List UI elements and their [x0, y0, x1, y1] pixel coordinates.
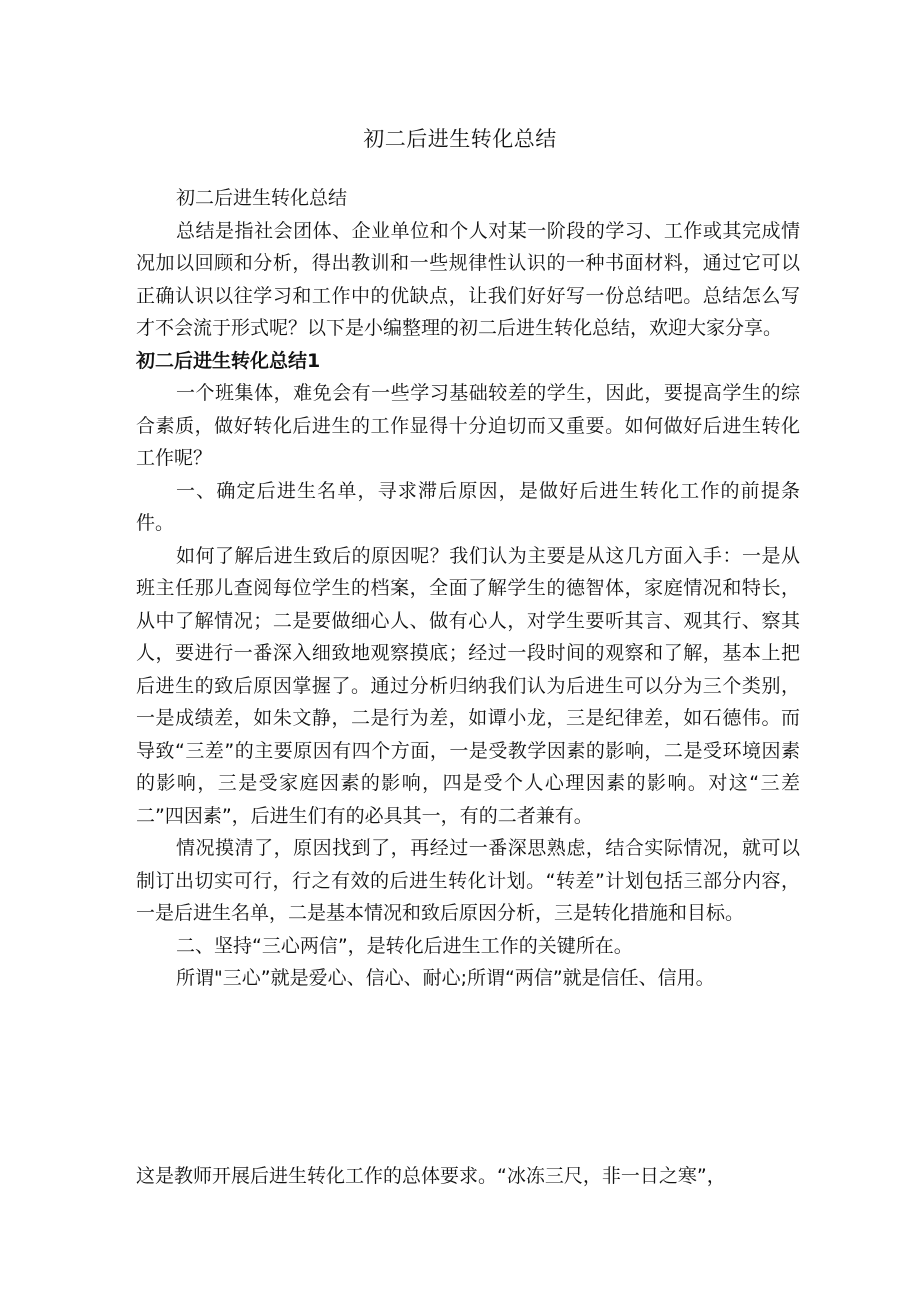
document-body-continued	[136, 1160, 800, 1193]
point-one-paragraph: 一、确定后进生名单，寻求滞后原因，是做好后进生转化工作的前提条件。	[136, 479, 800, 534]
point-two-paragraph: 二、坚持“三心两信”，是转化后进生工作的关键所在。	[176, 934, 633, 957]
body-paragraph: 如何了解后进生致后的原因呢？我们认为主要是从这几方面入手：一是从班主任那儿查阅每位学生的档案，全面了解学生的德智体，家庭情况和特长，从中了解情况；二是要做细心人、做有心人，对学生要听其言、观其行、察其人，要进行一番深入细致地观察摸底；经过一段时间的观察和了解，基本上把后进生的致后原因掌握了。通过分析归纳我们认为后进生可以分为三个类别，一是成绩差，如朱文静，二是行为差，如谭小龙，三是纪律差，如石德伟。而导致“三差”的主要原因有四个方面，一是受教学因素的影响，二是受环境因素的影响，三是受家庭因素的影响，四是受个人心理因素的影响。对这“三差二”四因素”，后进生们有的必具其一，有的二者兼有。	[136, 544, 800, 827]
body-paragraph: 这是教师开展后进生转化工作的总体要求。“冰冻三尺，非一日之寒”，	[136, 1165, 726, 1187]
body-paragraph: 所谓"三心”就是爱心、信心、耐心;所谓“两信”就是信任、信用。	[176, 967, 715, 989]
body-paragraph: 情况摸清了，原因找到了，再经过一番深思熟虑，结合实际情况，就可以制订出切实可行，行之有效的后进生转化计划。“转差”计划包括三部分内容，一是后进生名单，二是基本情况和致后原因分析，三是转化措施和目标。	[136, 837, 800, 924]
subtitle-paragraph: 初二后进生转化总结	[176, 187, 348, 209]
document-title: 初二后进生转化总结	[363, 127, 557, 151]
section-heading: 初二后进生转化总结1	[136, 349, 321, 372]
document-body	[136, 182, 800, 995]
body-paragraph: 一个班集体，难免会有一些学习基础较差的学生，因此，要提高学生的综合素质，做好转化后进生的工作显得十分迫切而又重要。如何做好后进生转化工作呢？	[136, 382, 800, 469]
intro-paragraph: 总结是指社会团体、企业单位和个人对某一阶段的学习、工作或其完成情况加以回顾和分析，得出教训和一些规律性认识的一种书面材料，通过它可以正确认识以往学习和工作中的优缺点，让我们好好写一份总结吧。总结怎么写才不会流于形式呢？以下是小编整理的初二后进生转化总结，欢迎大家分享。	[136, 219, 800, 339]
